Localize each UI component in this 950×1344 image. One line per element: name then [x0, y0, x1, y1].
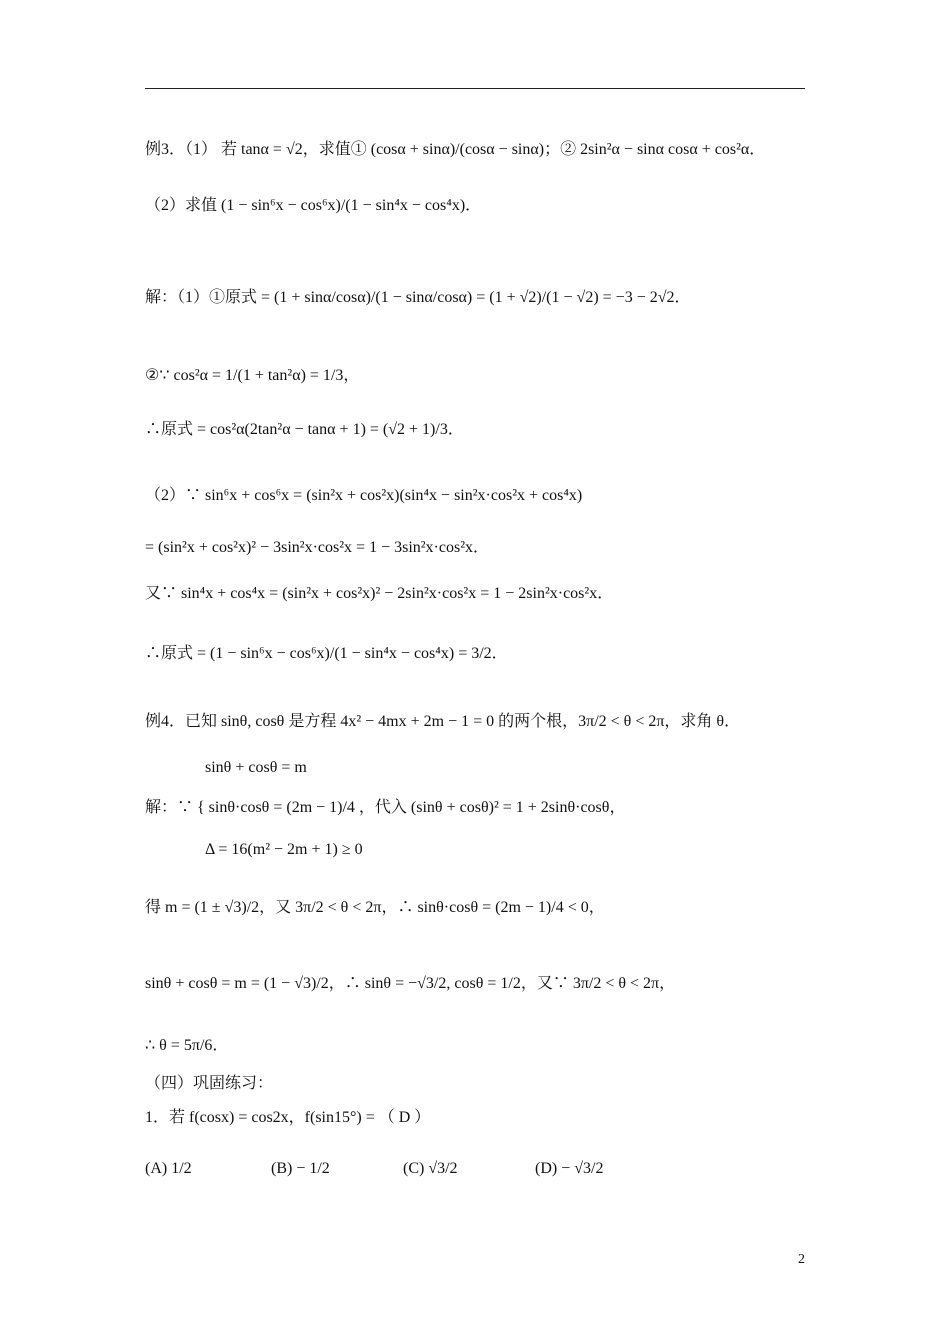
- example-3-question-2: （2）求值 (1 − sin⁶x − cos⁶x)/(1 − sin⁴x − cos⁴x)．: [145, 197, 482, 214]
- solution-theta: ∴ θ = 5π/6．: [145, 1037, 229, 1054]
- solution-part-2-result: ∴原式 = (1 − sin⁶x − cos⁶x)/(1 − sin⁴x − cos⁴x) = 3/2．: [145, 645, 508, 662]
- solution-part-1-step-1: 解：（1）①原式 = (1 + sinα/cosα)/(1 − sinα/cosα) = (1 + √2)/(1 − √2) = −3 − 2√2．: [145, 289, 691, 306]
- solution-part-1-step-2: ②∵ cos²α = 1/(1 + tan²α) = 1/3，: [145, 367, 360, 384]
- header-rule: [145, 88, 805, 89]
- example-3-question-1: 例3．（1） 若 tanα = √2，求值① (cosα + sinα)/(cosα − sinα)；② 2sin²α − sinα cosα + cos²α．: [145, 141, 766, 158]
- option-b: (B) − 1/2: [271, 1160, 330, 1177]
- exercise-1-question: 1．若 f(cosx) = cos2x，f(sin15°) = （ D ）: [145, 1109, 431, 1126]
- solution-sin-cos: sinθ + cosθ = m = (1 − √3)/2，∴ sinθ = −√3/2, cosθ = 1/2，又∵ 3π/2 < θ < 2π，: [145, 975, 676, 992]
- solution-part-2-step-3: 又∵ sin⁴x + cos⁴x = (sin²x + cos²x)² − 2sin²x·cos²x = 1 − 2sin²x·cos²x．: [145, 585, 614, 602]
- section-heading: （四）巩固练习：: [145, 1075, 274, 1092]
- system-equation-3: Δ = 16(m² − 2m + 1) ≥ 0: [205, 841, 363, 858]
- option-c: (C) √3/2: [403, 1160, 458, 1177]
- solution-part-2-step-1: （2）∵ sin⁶x + cos⁶x = (sin²x + cos²x)(sin⁴x − sin²x·cos²x + cos⁴x): [145, 487, 583, 504]
- option-d: (D) − √3/2: [535, 1160, 604, 1177]
- example-4-question: 例4．已知 sinθ, cosθ 是方程 4x² − 4mx + 2m − 1 = 0 的两个根，3π/2 < θ < 2π，求角 θ．: [145, 713, 741, 730]
- system-equation-1: sinθ + cosθ = m: [205, 759, 307, 776]
- answer-options: [145, 1160, 805, 1212]
- system-equation-2: 解：∵ { sinθ·cosθ = (2m − 1)/4 ，代入 (sinθ + cosθ)² = 1 + 2sinθ·cosθ，: [145, 799, 626, 816]
- solution-part-2-step-2: = (sin²x + cos²x)² − 3sin²x·cos²x = 1 − 3sin²x·cos²x．: [145, 539, 490, 556]
- option-a: (A) 1/2: [145, 1160, 192, 1177]
- solution-m-value: 得 m = (1 ± √3)/2，又 3π/2 < θ < 2π，∴ sinθ·cosθ = (2m − 1)/4 < 0，: [145, 899, 605, 916]
- solution-part-1-result: ∴原式 = cos²α(2tan²α − tanα + 1) = (√2 + 1)/3．: [145, 421, 464, 438]
- page-number: 2: [798, 1252, 805, 1267]
